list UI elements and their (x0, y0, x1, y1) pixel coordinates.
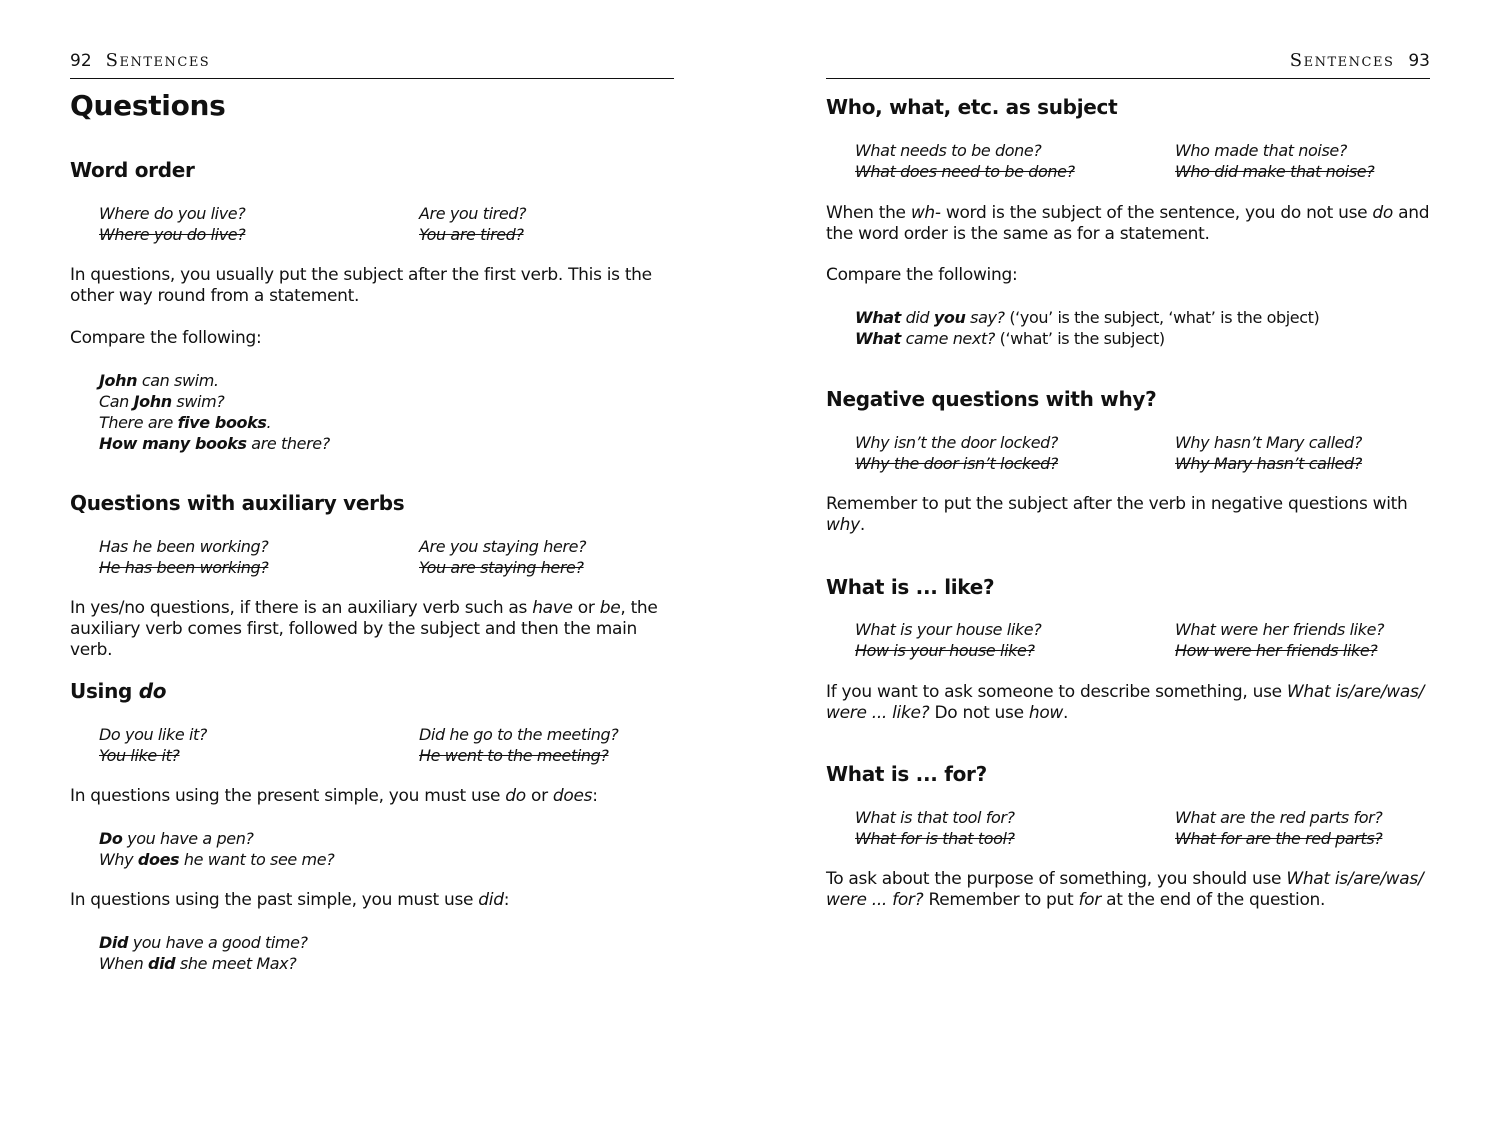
incorrect-example: What does need to be done? (855, 162, 1075, 181)
right-page (826, 0, 1430, 1146)
example-pair (419, 724, 618, 766)
correct-example: What were her friends like? (1175, 620, 1385, 639)
example-pair (855, 140, 1075, 182)
heading-subject: Who, what, etc. as subject (826, 95, 1118, 119)
incorrect-example: How were her friends like? (1175, 641, 1378, 660)
page-header-right (826, 48, 1430, 79)
example-list (855, 307, 1319, 349)
compare-label: Compare the following: (826, 265, 1018, 285)
example-pair (1175, 807, 1382, 849)
correct-example: Why isn’t the door locked? (855, 433, 1059, 452)
correct-example: Who made that noise? (1175, 141, 1347, 160)
example-pair (1175, 432, 1362, 474)
incorrect-example: What for is that tool? (855, 829, 1015, 848)
list-item: John can swim. (99, 371, 219, 390)
list-item: What did you say? (‘you’ is the subject, ‘what’ is the object) (855, 308, 1320, 327)
list-item: Did you have a good time? (99, 933, 308, 952)
explanation-text: In questions, you usually put the subject after the first verb. This is the other way round from a statement. (70, 265, 652, 306)
heading-negative-questions: Negative questions with why? (826, 387, 1157, 411)
example-pair (855, 807, 1015, 849)
example-pair (99, 203, 245, 245)
correct-example: What is your house like? (855, 620, 1042, 639)
page-title: Questions (70, 89, 226, 122)
explanation-text: In questions using the past simple, you must use did: (70, 890, 510, 910)
left-page (70, 0, 674, 1146)
example-pair (1175, 619, 1384, 661)
correct-example: What is that tool for? (855, 808, 1015, 827)
example-list (99, 370, 330, 454)
list-item: When did she meet Max? (99, 954, 297, 973)
explanation-text: If you want to ask someone to describe something, use What is/are/was/ were ... like? Do not use how. (826, 682, 1424, 723)
list-item: Why does he want to see me? (99, 850, 335, 869)
example-list (99, 828, 334, 870)
list-item: How many books are there? (99, 434, 330, 453)
correct-example: Where do you live? (99, 204, 246, 223)
explanation-text: Remember to put the subject after the verb in negative questions with why. (826, 494, 1408, 535)
page-number-left: 92 (70, 51, 92, 71)
incorrect-example: Where you do live? (99, 225, 246, 244)
incorrect-example: He has been working? (99, 558, 269, 577)
explanation-text: When the wh- word is the subject of the sentence, you do not use do and the word order is the same as for a statement. (826, 203, 1430, 244)
running-head-right: Sentences (1289, 50, 1395, 71)
heading-word-order: Word order (70, 158, 195, 182)
correct-example: Are you tired? (419, 204, 527, 223)
incorrect-example: He went to the meeting? (419, 746, 609, 765)
list-item: There are five books. (99, 413, 272, 432)
list-item: Can John swim? (99, 392, 225, 411)
page-number-right: 93 (1408, 51, 1430, 71)
incorrect-example: Why Mary hasn’t called? (1175, 454, 1362, 473)
heading-what-like: What is ... like? (826, 575, 995, 599)
example-pair (855, 432, 1058, 474)
heading-what-for: What is ... for? (826, 762, 987, 786)
correct-example: Why hasn’t Mary called? (1175, 433, 1362, 452)
incorrect-example: Who did make that noise? (1175, 162, 1375, 181)
incorrect-example: You are staying here? (419, 558, 584, 577)
correct-example: Has he been working? (99, 537, 269, 556)
example-pair (99, 536, 268, 578)
list-item: Do you have a pen? (99, 829, 254, 848)
explanation-text: To ask about the purpose of something, you should use What is/are/was/ were ... for? Remember to put for at the end of the question. (826, 869, 1424, 910)
incorrect-example: How is your house like? (855, 641, 1035, 660)
incorrect-example: You are tired? (419, 225, 524, 244)
example-list (99, 932, 308, 974)
correct-example: Are you staying here? (419, 537, 587, 556)
correct-example: What needs to be done? (855, 141, 1042, 160)
explanation-text: In yes/no questions, if there is an auxiliary verb such as have or be, the auxiliary verb comes first, followed by the subject and then the main verb. (70, 598, 658, 660)
example-pair (419, 203, 526, 245)
example-pair (419, 536, 586, 578)
explanation-text: In questions using the present simple, you must use do or does: (70, 786, 598, 806)
incorrect-example: What for are the red parts? (1175, 829, 1383, 848)
heading-auxiliary-verbs: Questions with auxiliary verbs (70, 491, 405, 515)
list-item: What came next? (‘what’ is the subject) (855, 329, 1165, 348)
correct-example: Do you like it? (99, 725, 207, 744)
correct-example: Did he go to the meeting? (419, 725, 619, 744)
heading-using-do: Using do (70, 679, 167, 703)
incorrect-example: Why the door isn’t locked? (855, 454, 1059, 473)
page-header-left (70, 48, 674, 79)
example-pair (99, 724, 207, 766)
compare-label: Compare the following: (70, 328, 262, 348)
correct-example: What are the red parts for? (1175, 808, 1383, 827)
example-pair (1175, 140, 1374, 182)
example-pair (855, 619, 1041, 661)
incorrect-example: You like it? (99, 746, 180, 765)
running-head-left: Sentences (105, 50, 211, 71)
